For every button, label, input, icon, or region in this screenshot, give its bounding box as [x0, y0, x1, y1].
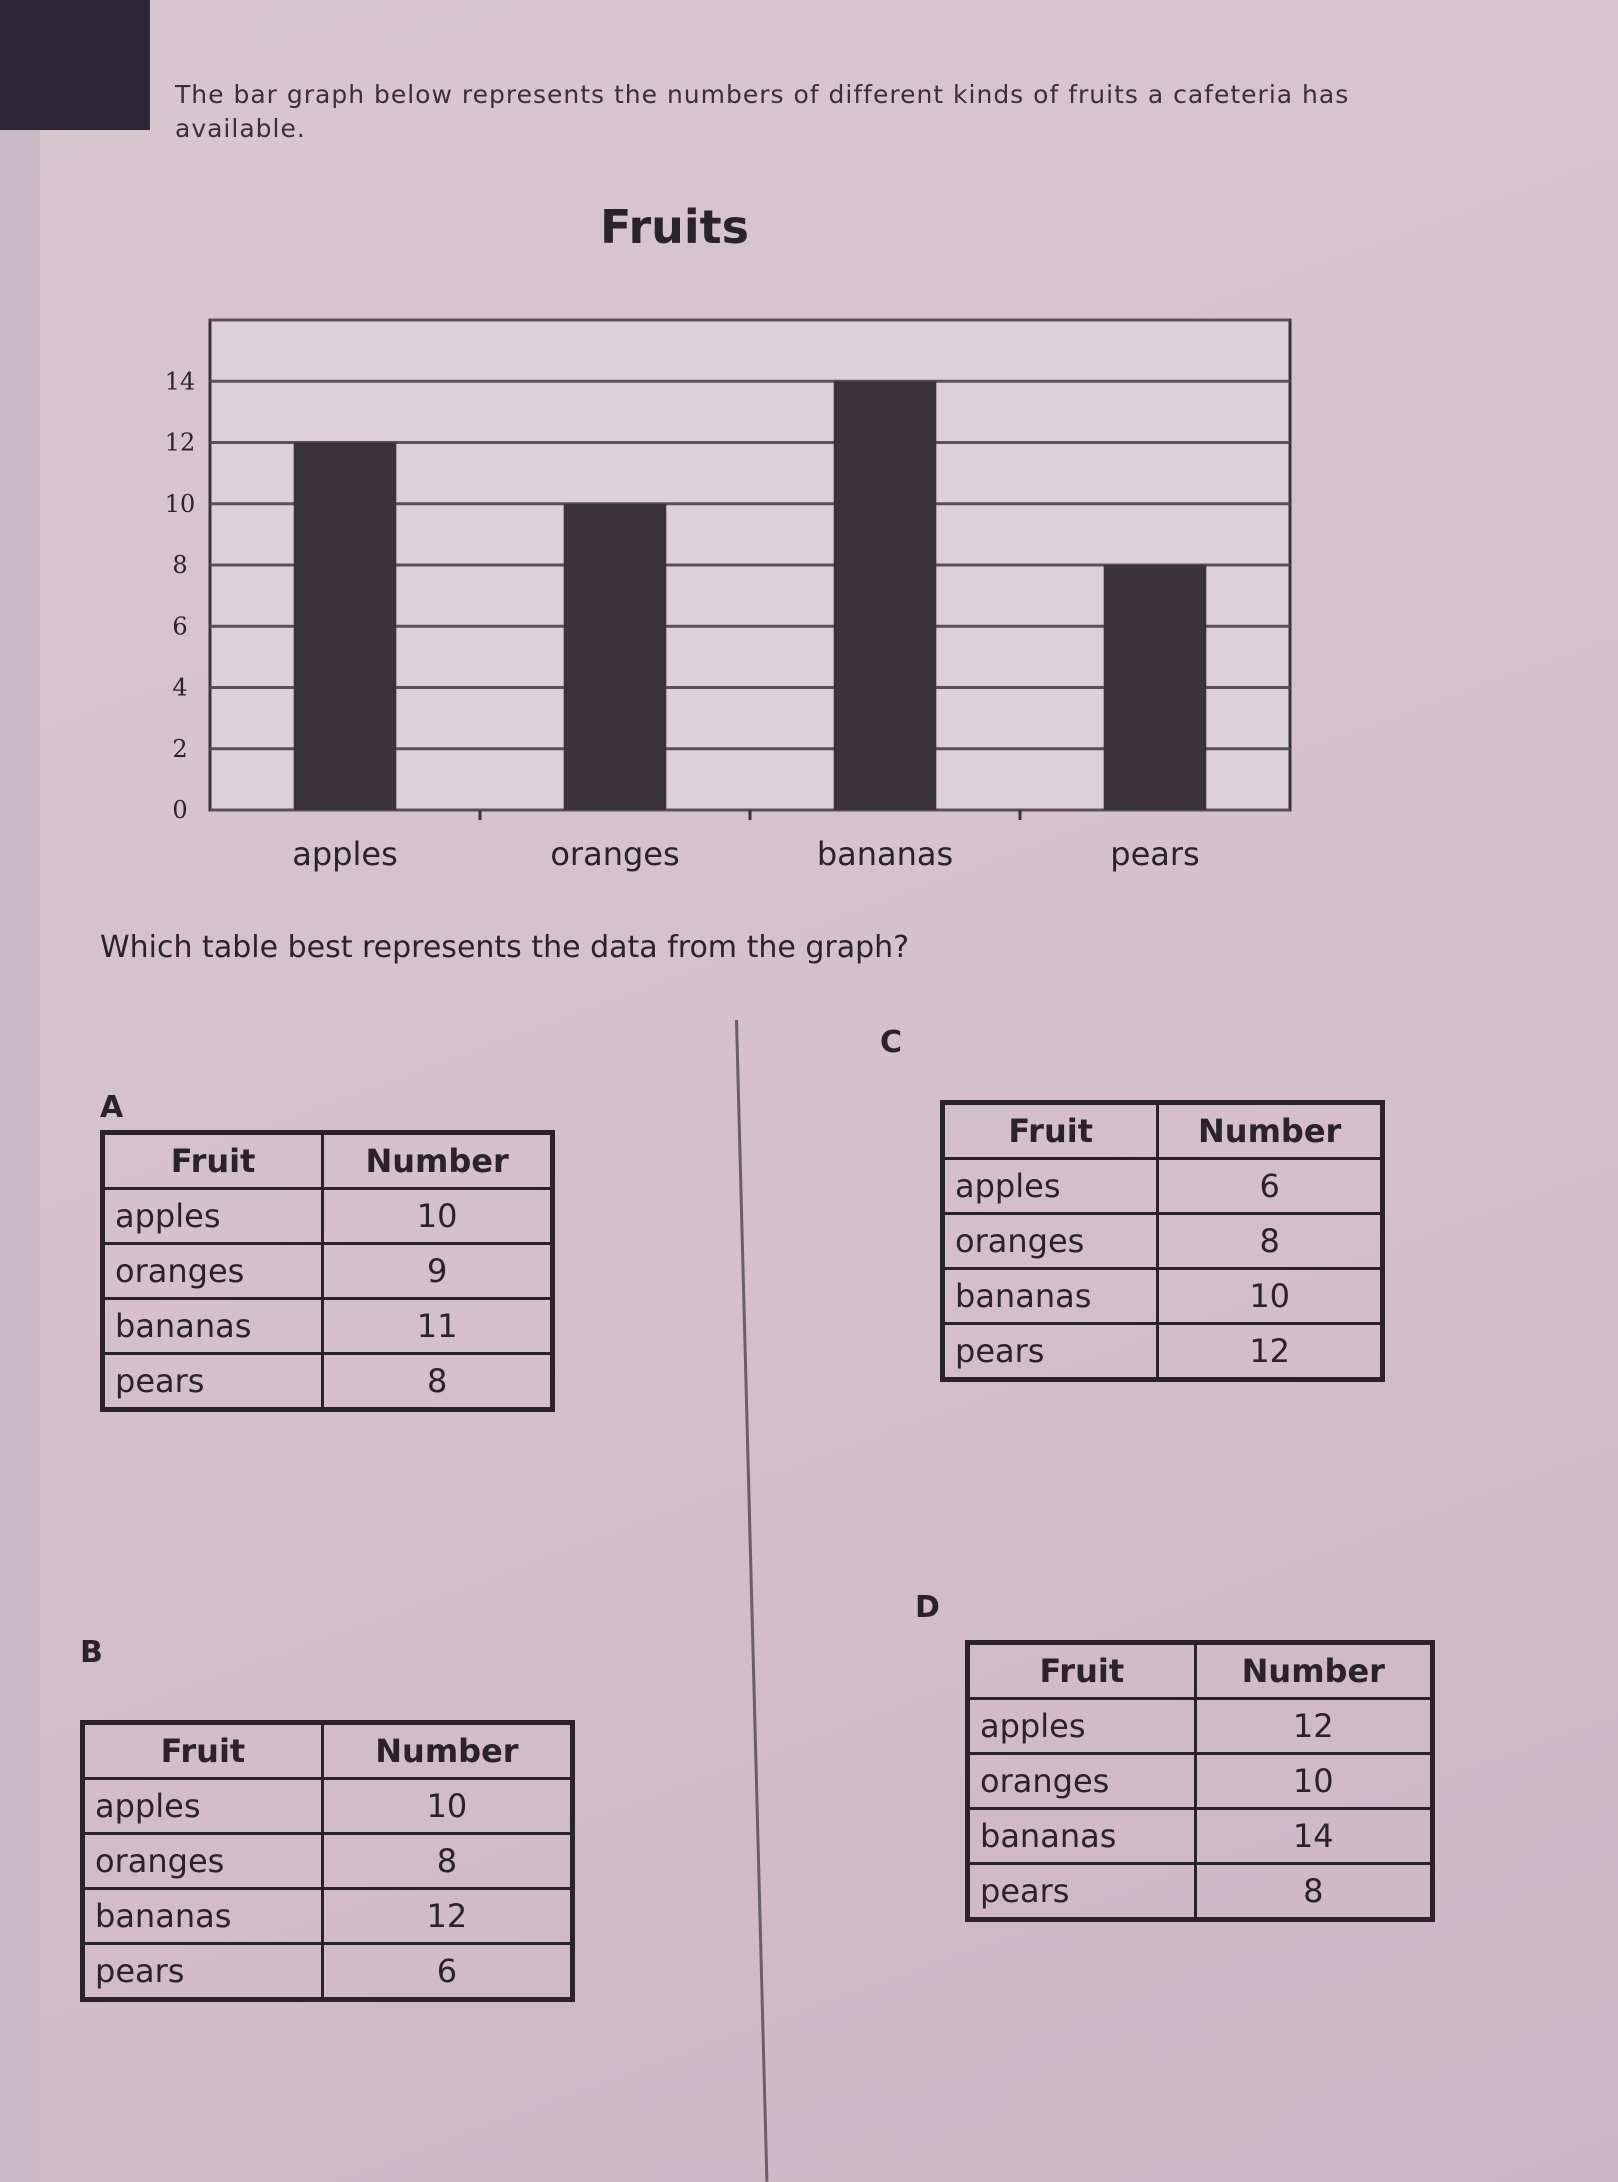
x-tick-label: oranges — [550, 835, 680, 873]
number-cell: 10 — [323, 1189, 553, 1244]
table-row — [103, 1244, 553, 1299]
table-row — [103, 1354, 553, 1410]
option-b-label: B — [80, 1635, 103, 1670]
table-header: Fruit — [83, 1723, 323, 1779]
fruit-cell: pears — [968, 1864, 1196, 1920]
number-cell: 10 — [1195, 1754, 1432, 1809]
fruit-cell: pears — [83, 1944, 323, 2000]
table-row — [943, 1269, 1383, 1324]
table-row — [968, 1809, 1433, 1864]
table-header: Number — [322, 1723, 572, 1779]
number-cell: 12 — [1158, 1324, 1383, 1380]
fruit-cell: bananas — [103, 1299, 323, 1354]
number-cell: 6 — [1158, 1159, 1383, 1214]
table-header: Fruit — [103, 1133, 323, 1189]
option-c-label: C — [880, 1025, 903, 1060]
y-tick-label: 14 — [164, 367, 196, 396]
x-tick-label: pears — [1110, 835, 1200, 873]
option-d-table[interactable] — [965, 1640, 1435, 1922]
fruit-cell: pears — [103, 1354, 323, 1410]
number-cell: 8 — [322, 1834, 572, 1889]
number-cell: 10 — [322, 1779, 572, 1834]
table-header-row — [943, 1103, 1383, 1159]
y-tick-label: 2 — [172, 734, 188, 763]
number-cell: 8 — [323, 1354, 553, 1410]
number-cell: 11 — [323, 1299, 553, 1354]
bar-bananas — [834, 381, 937, 810]
y-tick-label: 12 — [164, 428, 196, 457]
table-header: Fruit — [968, 1643, 1196, 1699]
number-cell: 8 — [1195, 1864, 1432, 1920]
y-tick-label: 4 — [172, 673, 188, 702]
y-tick-label: 6 — [172, 612, 188, 641]
table-header-row — [83, 1723, 573, 1779]
question-text: Which table best represents the data from the graph? — [100, 930, 910, 965]
number-cell: 9 — [323, 1244, 553, 1299]
table-row — [83, 1889, 573, 1944]
y-tick-label: 0 — [172, 796, 188, 824]
chart-title: Fruits — [600, 200, 750, 254]
table-header: Number — [1195, 1643, 1432, 1699]
fruit-cell: oranges — [83, 1834, 323, 1889]
bar-apples — [294, 443, 397, 811]
bar-pears — [1104, 565, 1207, 810]
table-header: Number — [1158, 1103, 1383, 1159]
y-tick-label: 10 — [164, 489, 196, 518]
table-row — [968, 1699, 1433, 1754]
intro-text: The bar graph below represents the numbers of different kinds of fruits a cafeteria has available. — [175, 80, 1350, 143]
fruit-cell: bananas — [968, 1809, 1196, 1864]
fruit-cell: apples — [83, 1779, 323, 1834]
fruit-cell: pears — [943, 1324, 1158, 1380]
table-row — [103, 1189, 553, 1244]
table-row — [83, 1944, 573, 2000]
option-a-label: A — [100, 1090, 124, 1125]
number-cell: 12 — [1195, 1699, 1432, 1754]
table-header: Fruit — [943, 1103, 1158, 1159]
option-d-label: D — [915, 1590, 940, 1625]
table-header-row — [968, 1643, 1433, 1699]
table-header-row — [103, 1133, 553, 1189]
fruit-cell: bananas — [943, 1269, 1158, 1324]
background-object — [0, 0, 150, 130]
bar-chart — [140, 300, 1320, 900]
table-row — [103, 1299, 553, 1354]
option-c-table[interactable] — [940, 1100, 1385, 1382]
number-cell: 6 — [322, 1944, 572, 2000]
y-tick-label: 8 — [172, 551, 188, 579]
table-row — [968, 1864, 1433, 1920]
page-edge — [0, 130, 40, 2182]
table-row — [968, 1754, 1433, 1809]
option-b-table[interactable] — [80, 1720, 575, 2002]
option-a-table[interactable] — [100, 1130, 555, 1412]
number-cell: 10 — [1158, 1269, 1383, 1324]
number-cell: 8 — [1158, 1214, 1383, 1269]
fruit-cell: apples — [103, 1189, 323, 1244]
table-row — [83, 1834, 573, 1889]
x-tick-label: bananas — [816, 835, 954, 873]
column-divider — [735, 1020, 768, 2182]
bar-oranges — [564, 504, 667, 810]
fruit-cell: oranges — [103, 1244, 323, 1299]
fruit-cell: oranges — [968, 1754, 1196, 1809]
table-row — [83, 1779, 573, 1834]
number-cell: 14 — [1195, 1809, 1432, 1864]
fruit-cell: apples — [968, 1699, 1196, 1754]
table-row — [943, 1159, 1383, 1214]
fruit-cell: apples — [943, 1159, 1158, 1214]
table-header: Number — [323, 1133, 553, 1189]
number-cell: 12 — [322, 1889, 572, 1944]
x-tick-label: apples — [292, 835, 398, 873]
table-row — [943, 1324, 1383, 1380]
fruit-cell: oranges — [943, 1214, 1158, 1269]
table-row — [943, 1214, 1383, 1269]
fruit-cell: bananas — [83, 1889, 323, 1944]
